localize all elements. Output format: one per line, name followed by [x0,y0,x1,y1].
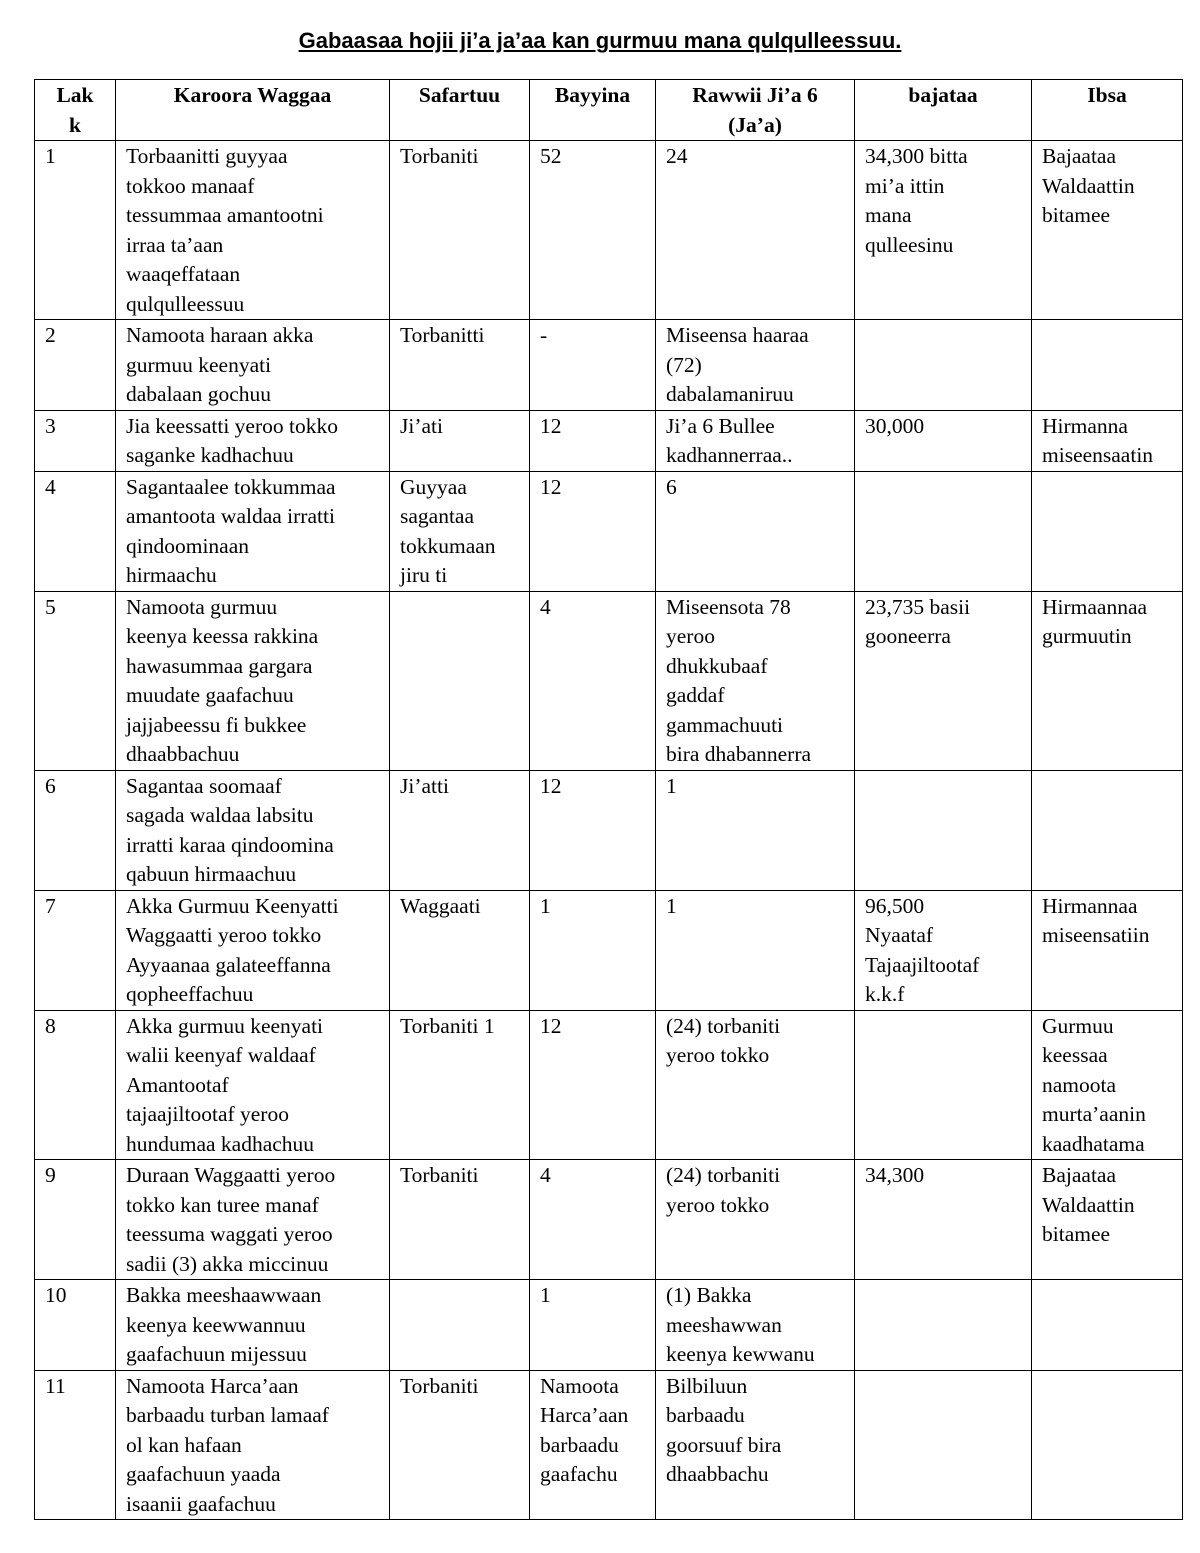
cell-measure: Torbaniti 1 [390,1010,530,1160]
cell-quantity: - [530,320,656,411]
cell-remark [1032,1370,1183,1520]
cell-six-month-performance: 24 [656,141,855,320]
cell-annual-plan: Namoota haraan akka gurmuu keenyati dabalaan gochuu [116,320,390,411]
cell-remark: Bajaataa Waldaattin bitamee [1032,141,1183,320]
table-row [35,320,1183,411]
cell-quantity: 4 [530,1160,656,1280]
cell-six-month-performance: 1 [656,890,855,1010]
cell-budget [855,1370,1032,1520]
table-row [35,1370,1183,1520]
cell-number: 8 [35,1010,116,1160]
cell-annual-plan: Sagantaa soomaaf sagada waldaa labsitu irratti karaa qindoomina qabuun hirmaachuu [116,770,390,890]
cell-six-month-performance: Bilbiluun barbaadu goorsuuf bira dhaabbachu [656,1370,855,1520]
column-header-quantity: Bayyina [530,80,656,141]
cell-number: 6 [35,770,116,890]
table-row [35,410,1183,471]
cell-quantity: 12 [530,770,656,890]
cell-annual-plan: Akka gurmuu keenyati walii keenyaf waldaaf Amantootaf tajaajiltootaf yeroo hundumaa kadhachuu [116,1010,390,1160]
cell-measure: Torbaniti [390,1160,530,1280]
cell-budget: 23,735 basii gooneerra [855,591,1032,770]
column-header-number: Lak k [35,80,116,141]
table-row [35,1010,1183,1160]
cell-number: 2 [35,320,116,411]
cell-quantity: 52 [530,141,656,320]
cell-annual-plan: Namoota gurmuu keenya keessa rakkina hawasummaa gargara muudate gaafachuu jajjabeessu fi bukkee dhaabbachuu [116,591,390,770]
cell-measure: Ji’ati [390,410,530,471]
cell-six-month-performance: 6 [656,471,855,591]
cell-annual-plan: Namoota Harca’aan barbaadu turban lamaaf ol kan hafaan gaafachuun yaada isaanii gaafachuu [116,1370,390,1520]
cell-number: 4 [35,471,116,591]
cell-measure: Torbanitti [390,320,530,411]
cell-budget [855,1280,1032,1371]
column-header-six-month-performance: Rawwii Ji’a 6 (Ja’a) [656,80,855,141]
column-header-measure: Safartuu [390,80,530,141]
cell-annual-plan: Duraan Waggaatti yeroo tokko kan turee manaf teessuma waggati yeroo sadii (3) akka miccinuu [116,1160,390,1280]
cell-six-month-performance: (24) torbaniti yeroo tokko [656,1010,855,1160]
cell-remark: Hirmannaa miseensatiin [1032,890,1183,1010]
table-row [35,1280,1183,1371]
table-body [35,141,1183,1520]
header-row [35,80,1183,141]
cell-budget [855,770,1032,890]
table-row [35,890,1183,1010]
table-row [35,591,1183,770]
cell-measure: Ji’atti [390,770,530,890]
cell-number: 10 [35,1280,116,1371]
cell-annual-plan: Jia keessatti yeroo tokko saganke kadhachuu [116,410,390,471]
cell-remark: Hirmaannaa gurmuutin [1032,591,1183,770]
table-header [35,80,1183,141]
cell-six-month-performance: 1 [656,770,855,890]
cell-remark [1032,1280,1183,1371]
cell-measure [390,591,530,770]
cell-budget: 30,000 [855,410,1032,471]
cell-budget [855,471,1032,591]
cell-quantity: 12 [530,471,656,591]
cell-remark: Gurmuu keessaa namoota murta’aanin kaadhatama [1032,1010,1183,1160]
cell-number: 5 [35,591,116,770]
cell-budget [855,320,1032,411]
cell-remark [1032,471,1183,591]
table-row [35,770,1183,890]
cell-remark: Bajaataa Waldaattin bitamee [1032,1160,1183,1280]
cell-quantity: 4 [530,591,656,770]
cell-quantity: 1 [530,1280,656,1371]
cell-six-month-performance: Miseensota 78 yeroo dhukkubaaf gaddaf gammachuuti bira dhabannerra [656,591,855,770]
cell-annual-plan: Akka Gurmuu Keenyatti Waggaatti yeroo tokko Ayyaanaa galateeffanna qopheeffachuu [116,890,390,1010]
column-header-budget: bajataa [855,80,1032,141]
cell-remark [1032,770,1183,890]
cell-number: 11 [35,1370,116,1520]
cell-six-month-performance: Ji’a 6 Bullee kadhannerraa.. [656,410,855,471]
table-row [35,1160,1183,1280]
cell-annual-plan: Bakka meeshaawwaan keenya keewwannuu gaafachuun mijessuu [116,1280,390,1371]
cell-number: 1 [35,141,116,320]
table-row [35,471,1183,591]
cell-budget [855,1010,1032,1160]
cell-remark: Hirmanna miseensaatin [1032,410,1183,471]
cell-six-month-performance: Miseensa haaraa (72) dabalamaniruu [656,320,855,411]
cell-quantity: 1 [530,890,656,1010]
cell-budget: 96,500 Nyaataf Tajaajiltootaf k.k.f [855,890,1032,1010]
cell-quantity: 12 [530,1010,656,1160]
cell-quantity: 12 [530,410,656,471]
cell-measure [390,1280,530,1371]
report-table [34,79,1183,1520]
cell-quantity: Namoota Harca’aan barbaadu gaafachu [530,1370,656,1520]
cell-number: 3 [35,410,116,471]
page-title: Gabaasaa hojii ji’a ja’aa kan gurmuu mana qulqulleessuu. [298,28,902,53]
cell-annual-plan: Torbaanitti guyyaa tokkoo manaaf tessummaa amantootni irraa ta’aan waaqeffataan qulqulleessuu [116,141,390,320]
column-header-annual-plan: Karoora Waggaa [116,80,390,141]
cell-measure: Torbaniti [390,141,530,320]
cell-budget: 34,300 [855,1160,1032,1280]
cell-remark [1032,320,1183,411]
cell-number: 9 [35,1160,116,1280]
cell-measure: Guyyaa sagantaa tokkumaan jiru ti [390,471,530,591]
cell-number: 7 [35,890,116,1010]
cell-six-month-performance: (1) Bakka meeshawwan keenya kewwanu [656,1280,855,1371]
cell-measure: Torbaniti [390,1370,530,1520]
cell-measure: Waggaati [390,890,530,1010]
cell-budget: 34,300 bitta mi’a ittin mana qulleesinu [855,141,1032,320]
table-row [35,141,1183,320]
column-header-remark: Ibsa [1032,80,1183,141]
cell-annual-plan: Sagantaalee tokkummaa amantoota waldaa irratti qindoominaan hirmaachu [116,471,390,591]
cell-six-month-performance: (24) torbaniti yeroo tokko [656,1160,855,1280]
